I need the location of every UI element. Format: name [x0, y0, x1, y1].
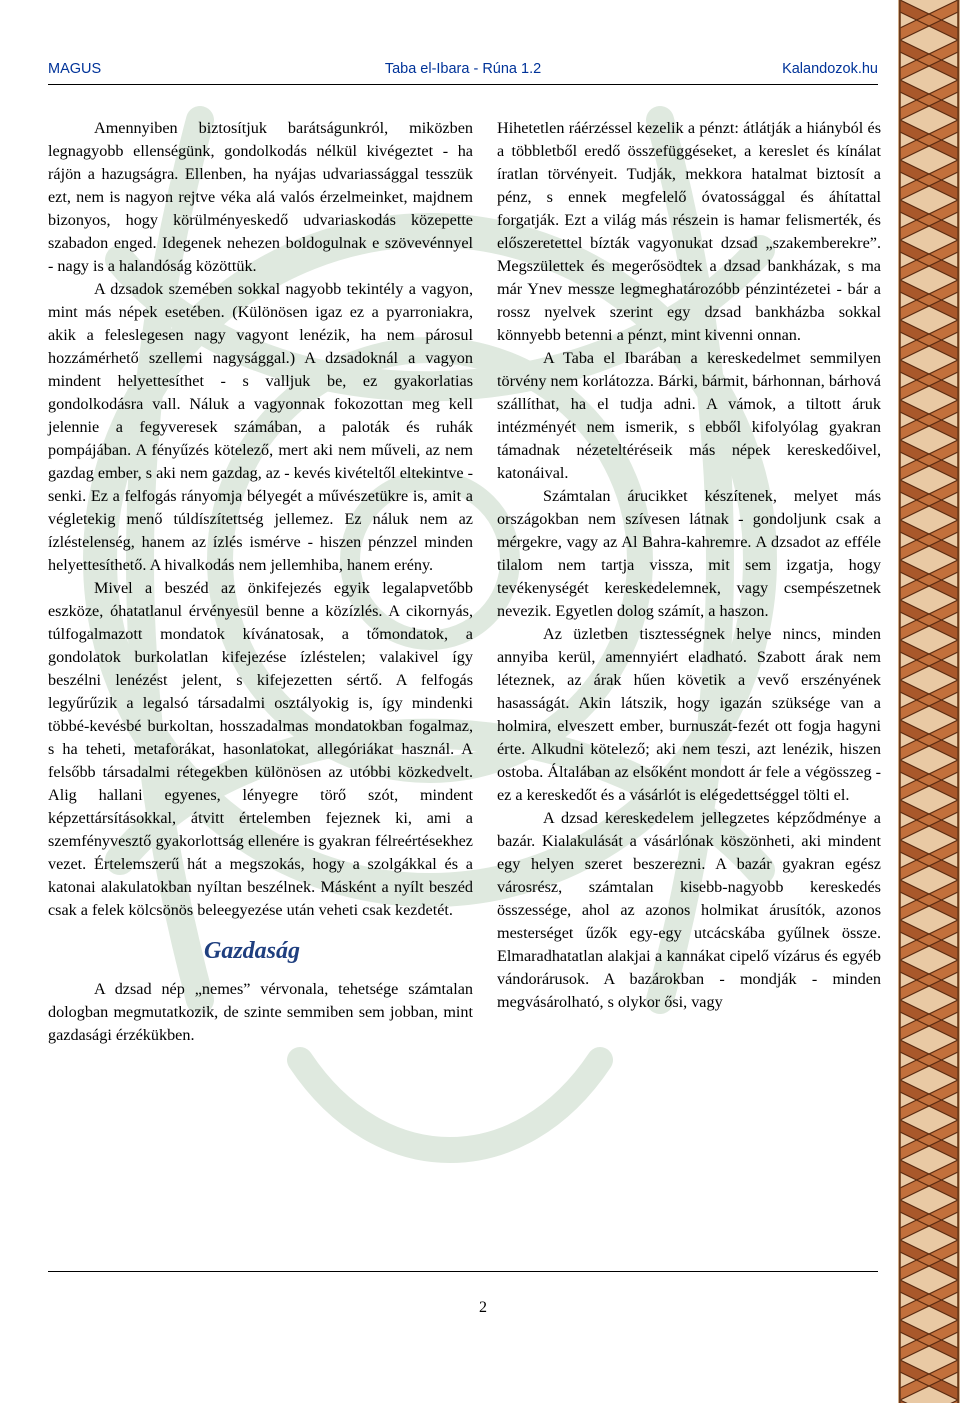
- paragraph: Mivel a beszéd az önkifejezés egyik legalapvetőbb eszköze, óhatatlanul érvényesül benne a közízlés. A cikornyás, túlfogalmazott mondatok kívánatosak, a tőmondatok, a gondolatok burkolatlan kifejezése ízléstelen; valakivel így beszélni lenézést jelent, s kifejezetten sértő. A felfogás legyűrűzik a legalsó társadalmi osztályokig is, így mindenki többé-kevésbé burkoltan, hosszadalmas mondatokban fogalmaz, s ha teheti, metaforákat, hasonlatokat, allegóriákat használ. A felsőbb társadalmi rétegekben különösen az utóbbi közkedvelt. Alig hallani egyenes, lényegre törő szót, mindent képzettársításokkal, átvitt értelemben fejeznek ki, ami a szemfényvesztő gyakorlottság ellenére is gyakran félreértésekhez vezet. Értelemszerű hát a megszokás, hogy a szolgákkal és a katonai alakulatokban nyíltan beszélnek. Másként a nyílt beszéd csak a felek kölcsönös beleegyezése után veheti csak kezdetét.: [48, 579, 473, 919]
- decorative-border-right: [898, 0, 960, 1403]
- footer-divider: [48, 1271, 878, 1272]
- section-title: Gazdaság: [204, 938, 301, 964]
- paragraph: A dzsad nép „nemes” vérvonala, tehetsége számtalan dologban megmutatkozik, de szinte semmiben sem jobban, mint gazdasági érzékükben.: [48, 980, 473, 1044]
- header-right-site: Kalandozok.hu: [782, 61, 878, 77]
- header-center-title: Taba el-Ibara - Rúna 1.2: [384, 61, 542, 77]
- header-left-title: MAGUS: [48, 61, 102, 77]
- page-number: 2: [479, 1299, 487, 1316]
- paragraph: A Taba el Ibarában a kereskedelmet semmilyen törvény nem korlátozza. Bárki, bármit, bárhonnan, bárhová szállíthat, ha el tudja adni. A vámok, a tiltott áruk intézményét nem ismerik, s ebből kifolyólag gyakran támadnak nézeteltéréseik más népek kereskedőivel, katonáival.: [497, 349, 881, 482]
- left-column: [48, 117, 473, 1047]
- paragraph: Az üzletben tisztességnek helye nincs, minden annyiba kerül, amennyiért eladható. Szabott árak nem léteznek, az árak hűen követik a vevő erszényének hasasságát. Akin látszik, hogy igazán szüksége van a holmira, elveszett ember, burnuszát-fezét ott fogja hagyni érte. Alkudni kötelező; aki nem teszi, azt lenézik, hiszen ostoba. Általában az elsőként mondott ár fele a végösszeg - ez a kereskedőt és a vásárlót is elégedettséggel tölti el.: [497, 625, 881, 804]
- right-column: [497, 117, 881, 1014]
- paragraph: A dzsadok szemében sokkal nagyobb tekintély a vagyon, mint más népek esetében. (Különösen igaz ez a pyarroniakra, akik a feleslegesen nagy vagyont lenézik, ha nem párosul hozzámérhető szellemi nagysággal.) A dzsadoknál a vagyon mindent helyettesíthet - s valljuk be, ez gyakorlatias gondolkodásra vall. Náluk a vagyonnak fokozottan meg kell jelennie a fegyveresek számában, a paloták és ruhák pompájában. A fényűzés kötelező, mert aki nem műveli, az nem gazdag ember, s aki nem gazdag, az - kevés kivételtől eltekintve - senki. Ez a felfogás rányomja bélyegét a művészetükre is, amit a végletekig menő túldíszítettség jellemez. Ez náluk nem az ízléstelenség, hanem az ízlés ismérve - hiszen pénzzel minden helyettesíthető. A hivalkodás nem jellemhiba, hanem erény.: [48, 280, 473, 574]
- paragraph: Amennyiben biztosítjuk barátságunkról, miközben legnagyobb ellenségünk, gondolkodás nélkül kivégeztet - ha rájön a hazugságra. Ellenben, ha nyájas udvariassággal tesszük ezt, nem is nagyon rejtve véka alá valós érzelmeinket, majdnem bizonyos, hogy körülményeskedő udvariaskodás közepette szabadon enged. Idegenek nehezen boldogulnak e szövevénnyel - nagy is a halandóság közöttük.: [48, 119, 473, 275]
- header-divider: [48, 84, 878, 85]
- paragraph: A dzsad kereskedelem jellegzetes képződménye a bazár. Kialakulását a vásárlónak köszönheti, aki mindent egy helyen szeret beszerezni. A bazár gyakran egész városrész, számtalan kisebb-nagyobb kereskedés összessége, ahol az azonos holmikat árusítók, azonos mesterséget űzők egy-egy utcácskába gyűlnek össze. Elmaradhatatlan alakjai a kannákat cipelő vízárus és egyéb vándorárusok. A bazárokban - mondják - minden megvásárolható, s olykor ősi, vagy: [497, 809, 881, 1011]
- paragraph: Számtalan árucikket készítenek, melyet más országokban nem szívesen látnak - gondoljunk csak a mérgekre, vagy az Al Bahra-kahremre. A dzsadot az efféle tilalom nem tartja vissza, mit sem izgatja, hogy tevékenységét kereskedelemnek, vagy csempészetnek nevezik. Egyetlen dolog számít, a haszon.: [497, 487, 881, 620]
- paragraph: Hihetetlen ráérzéssel kezelik a pénzt: átlátják a hiányból és a többletből eredő összefüggéseket, a kereslet és kínálat íratlan törvényeit. Tudják, mekkora hatalmat biztosít a pénz, s ennek megfelelő óvatossággal és áhítattal forgatják. Ezt a világ más részein is hamar felismerték, és előszeretettel bízták vagyonukat dzsad „szakemberekre”. Megszülettek és megerősödtek a dzsad bankházak, s ma már Ynev messze legmeghatározóbb pénzintézetei - bár a rossz nyelvek szerint egy dzsad bankházba sokkal könnyebb betenni a pénzt, mint kivenni onnan.: [497, 119, 881, 344]
- page-header: [48, 61, 878, 81]
